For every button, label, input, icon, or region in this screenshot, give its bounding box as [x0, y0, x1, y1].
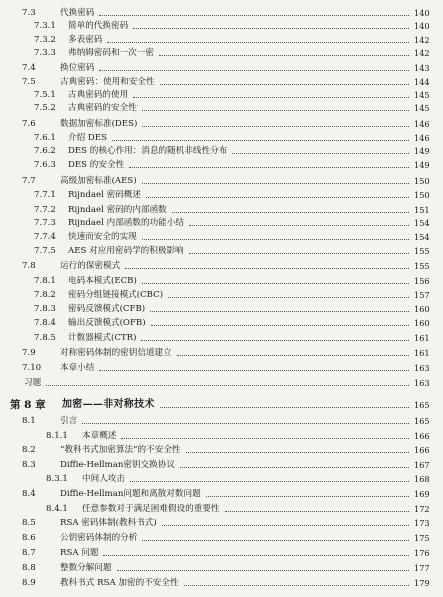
dot-leader [232, 153, 409, 154]
dot-leader [180, 467, 409, 468]
page-number: 166 [414, 445, 430, 455]
toc-entry[interactable] [0, 288, 443, 302]
dot-leader [46, 385, 409, 386]
toc-entry[interactable] [0, 443, 443, 457]
toc-entry[interactable] [0, 472, 443, 486]
page-number: 160 [414, 304, 430, 314]
dot-leader [103, 555, 409, 556]
section-number: 7.6 [22, 119, 36, 129]
dot-leader [150, 311, 409, 312]
toc-entry[interactable] [0, 259, 443, 273]
dot-leader [142, 110, 409, 111]
page-number: 149 [414, 146, 430, 156]
toc-entry[interactable] [0, 331, 443, 345]
page-number: 144 [414, 77, 430, 87]
toc-entry[interactable] [0, 158, 443, 172]
page-number: 154 [414, 232, 430, 242]
page-number: 165 [414, 400, 430, 410]
page-number: 173 [414, 518, 430, 528]
page-number: 161 [414, 348, 430, 358]
dot-leader [121, 438, 409, 439]
section-title: 整数分解问题 [60, 563, 112, 573]
dot-leader [151, 325, 409, 326]
page-number: 154 [414, 218, 430, 228]
section-number: 7.8.1 [34, 276, 56, 286]
section-number: 8.4.1 [46, 504, 68, 514]
dot-leader [142, 239, 409, 240]
section-number: 8.4 [22, 489, 36, 499]
page-number: 167 [414, 460, 430, 470]
page-number: 157 [414, 290, 430, 300]
dot-leader [189, 225, 409, 226]
section-number: 7.8.5 [34, 333, 56, 343]
section-number: 7.6.3 [34, 160, 56, 170]
section-title: AES 对应用密码学的积极影响 [68, 246, 184, 256]
section-title: 教科书式 RSA 加密的不安全性 [60, 578, 179, 588]
section-title: 古典密码的安全性 [68, 103, 137, 113]
toc-entry[interactable] [0, 174, 443, 188]
dot-leader [99, 70, 409, 71]
section-title: 多表密码 [68, 35, 103, 45]
dot-leader [159, 55, 409, 56]
page-number: 169 [414, 489, 430, 499]
section-title: 输出反馈模式(OFB) [68, 318, 146, 328]
page-number: 146 [414, 119, 430, 129]
dot-leader [133, 97, 409, 98]
toc-entry[interactable] [0, 346, 443, 360]
section-number: 8.3 [22, 460, 36, 470]
dot-leader [130, 481, 409, 482]
dot-leader [162, 525, 409, 526]
page-number: 168 [414, 474, 430, 484]
toc-entry[interactable] [0, 6, 443, 20]
section-title: 密码分组链接模式(CBC) [68, 290, 164, 300]
page-number: 155 [414, 261, 430, 271]
toc-entry[interactable] [0, 316, 443, 330]
dot-leader [107, 42, 409, 43]
section-number: 8.1 [22, 416, 36, 426]
page-number: 179 [414, 578, 430, 588]
section-title: 代换密码 [60, 8, 95, 18]
section-title: 任意参数对于满足困难假设的重要性 [82, 504, 220, 514]
toc-entry[interactable] [0, 516, 443, 530]
section-number: 第 8 章 [10, 399, 46, 411]
dot-leader [189, 253, 409, 254]
section-title: 习题 [24, 378, 42, 388]
dot-leader [82, 423, 409, 424]
toc-entry[interactable] [0, 576, 443, 590]
page-number: 140 [414, 8, 430, 18]
section-title: 弗纳姆密码和一次一密 [68, 48, 154, 58]
page-number: 146 [414, 133, 430, 143]
page-number: 165 [414, 416, 430, 426]
section-number: 7.9 [22, 348, 36, 358]
section-number: 7.7 [22, 176, 36, 186]
section-title: 密码反馈模式(CFB) [68, 304, 146, 314]
toc-entry[interactable] [0, 244, 443, 258]
toc-entry[interactable] [0, 216, 443, 230]
page-number: 172 [414, 504, 430, 514]
section-title: Diffie-Hellman密钥交换协议 [60, 460, 175, 470]
section-title: 加密——非对称技术 [62, 399, 155, 410]
dot-leader [142, 283, 409, 284]
page-number: 149 [414, 160, 430, 170]
page-number: 163 [414, 378, 430, 388]
toc-entry[interactable] [0, 302, 443, 316]
section-title: Rijndael 密码概述 [68, 190, 141, 200]
dot-leader [177, 355, 409, 356]
toc-entry[interactable] [0, 414, 443, 428]
section-title: RSA 密码体制(教科书式) [60, 518, 157, 528]
toc-entry[interactable] [0, 203, 443, 217]
section-title: 换位密码 [60, 63, 95, 73]
dot-leader [146, 197, 409, 198]
dot-leader [99, 15, 409, 16]
section-title: 数据加密标准(DES) [60, 119, 138, 129]
section-title: 对称密码体制的密钥信道建立 [60, 348, 172, 358]
dot-leader [172, 212, 409, 213]
section-title: 介绍 DES [68, 133, 107, 143]
toc-entry[interactable] [0, 230, 443, 244]
page-number: 143 [414, 63, 430, 73]
section-title: RSA 问题 [60, 548, 99, 558]
section-number: 7.6.1 [34, 133, 56, 143]
dot-leader [225, 511, 409, 512]
section-number: 7.10 [22, 363, 42, 373]
toc-entry[interactable] [0, 117, 443, 131]
toc-entry[interactable] [0, 33, 443, 47]
toc-entry[interactable] [0, 144, 443, 158]
section-number: 7.3 [22, 8, 36, 18]
section-title: Rijndael 密码的内部函数 [68, 205, 167, 215]
section-number: 7.8 [22, 261, 36, 271]
toc-entry[interactable] [0, 19, 443, 33]
dot-leader [99, 370, 409, 371]
section-number: 8.2 [22, 445, 36, 455]
toc-entry[interactable] [0, 46, 443, 60]
section-title: 引言 [60, 416, 78, 426]
section-number: 7.8.4 [34, 318, 56, 328]
section-number: 7.5 [22, 77, 36, 87]
page-number: 161 [414, 333, 430, 343]
chapter-heading[interactable] [0, 398, 443, 412]
section-number: 8.7 [22, 548, 36, 558]
page-number: 176 [414, 548, 430, 558]
dot-leader [160, 84, 409, 85]
section-title: 快速而安全的实现 [68, 232, 137, 242]
page-number: 166 [414, 431, 430, 441]
section-title: “教科书式加密算法”的不安全性 [60, 445, 181, 455]
dot-leader [160, 407, 409, 408]
page-number: 155 [414, 246, 430, 256]
section-title: 简单的代换密码 [68, 21, 129, 31]
section-number: 7.7.3 [34, 218, 56, 228]
dot-leader [129, 167, 409, 168]
section-number: 8.8 [22, 563, 36, 573]
page-number: 160 [414, 318, 430, 328]
section-number: 7.4 [22, 63, 36, 73]
dot-leader [112, 140, 409, 141]
page-number: 150 [414, 176, 430, 186]
section-title: Diffie-Hellman问题和离散对数问题 [60, 489, 201, 499]
dot-leader [206, 496, 409, 497]
section-title: 古典密码：使用和安全性 [60, 77, 155, 87]
section-title: 本章小结 [60, 363, 95, 373]
dot-leader [141, 340, 409, 341]
section-number: 7.8.2 [34, 290, 56, 300]
section-number: 7.8.3 [34, 304, 56, 314]
dot-leader [133, 28, 409, 29]
toc-entry[interactable] [0, 188, 443, 202]
toc-entry[interactable] [0, 502, 443, 516]
section-number: 7.7.4 [34, 232, 56, 242]
page-number: 151 [414, 205, 430, 215]
page-number: 145 [414, 90, 430, 100]
section-number: 7.5.2 [34, 103, 56, 113]
toc-entry[interactable] [0, 561, 443, 575]
toc-entry[interactable] [0, 61, 443, 75]
section-number: 7.3.2 [34, 35, 56, 45]
dot-leader [168, 297, 409, 298]
section-number: 7.6.2 [34, 146, 56, 156]
page-number: 140 [414, 21, 430, 31]
section-number: 7.7.5 [34, 246, 56, 256]
section-title: 运行的保密模式 [60, 261, 121, 271]
section-number: 8.6 [22, 533, 36, 543]
section-number: 8.3.1 [46, 474, 68, 484]
section-title: 电码本模式(ECB) [68, 276, 137, 286]
page-number: 142 [414, 48, 430, 58]
dot-leader [142, 540, 409, 541]
section-number: 7.3.3 [34, 48, 56, 58]
dot-leader [186, 452, 409, 453]
page-number: 163 [414, 363, 430, 373]
dot-leader [125, 268, 409, 269]
toc-entry[interactable] [0, 88, 443, 102]
section-title: 古典密码的使用 [68, 90, 129, 100]
toc-entry[interactable] [0, 546, 443, 560]
toc-entry[interactable] [0, 361, 443, 375]
page-number: 150 [414, 190, 430, 200]
toc-entry[interactable] [0, 131, 443, 145]
section-number: 8.5 [22, 518, 36, 528]
page-number: 156 [414, 276, 430, 286]
section-number: 7.7.1 [34, 190, 56, 200]
toc-entry[interactable] [0, 274, 443, 288]
section-number: 7.7.2 [34, 205, 56, 215]
toc-entry[interactable] [0, 376, 443, 390]
section-title: 高级加密标准(AES) [60, 176, 137, 186]
section-title: 公钥密码体制的分析 [60, 533, 138, 543]
toc-entry[interactable] [0, 101, 443, 115]
section-number: 7.3.1 [34, 21, 56, 31]
dot-leader [142, 126, 409, 127]
toc-entry[interactable] [0, 531, 443, 545]
dot-leader [184, 585, 409, 586]
dot-leader [142, 183, 409, 184]
page-number: 177 [414, 563, 430, 573]
section-title: 计数器模式(CTR) [68, 333, 137, 343]
dot-leader [117, 570, 409, 571]
page-number: 142 [414, 35, 430, 45]
section-number: 8.1.1 [46, 431, 68, 441]
page-number: 175 [414, 533, 430, 543]
toc-entry[interactable] [0, 458, 443, 472]
section-title: 本章概述 [82, 431, 117, 441]
toc-entry[interactable] [0, 487, 443, 501]
section-number: 8.9 [22, 578, 36, 588]
section-title: 中间人攻击 [82, 474, 125, 484]
section-title: Rijndael 内部函数的功能小结 [68, 218, 184, 228]
toc-entry[interactable] [0, 75, 443, 89]
section-number: 7.5.1 [34, 90, 56, 100]
page-number: 145 [414, 103, 430, 113]
toc-entry[interactable] [0, 429, 443, 443]
section-title: DES 的核心作用：消息的随机非线性分布 [68, 146, 228, 156]
section-title: DES 的安全性 [68, 160, 125, 170]
